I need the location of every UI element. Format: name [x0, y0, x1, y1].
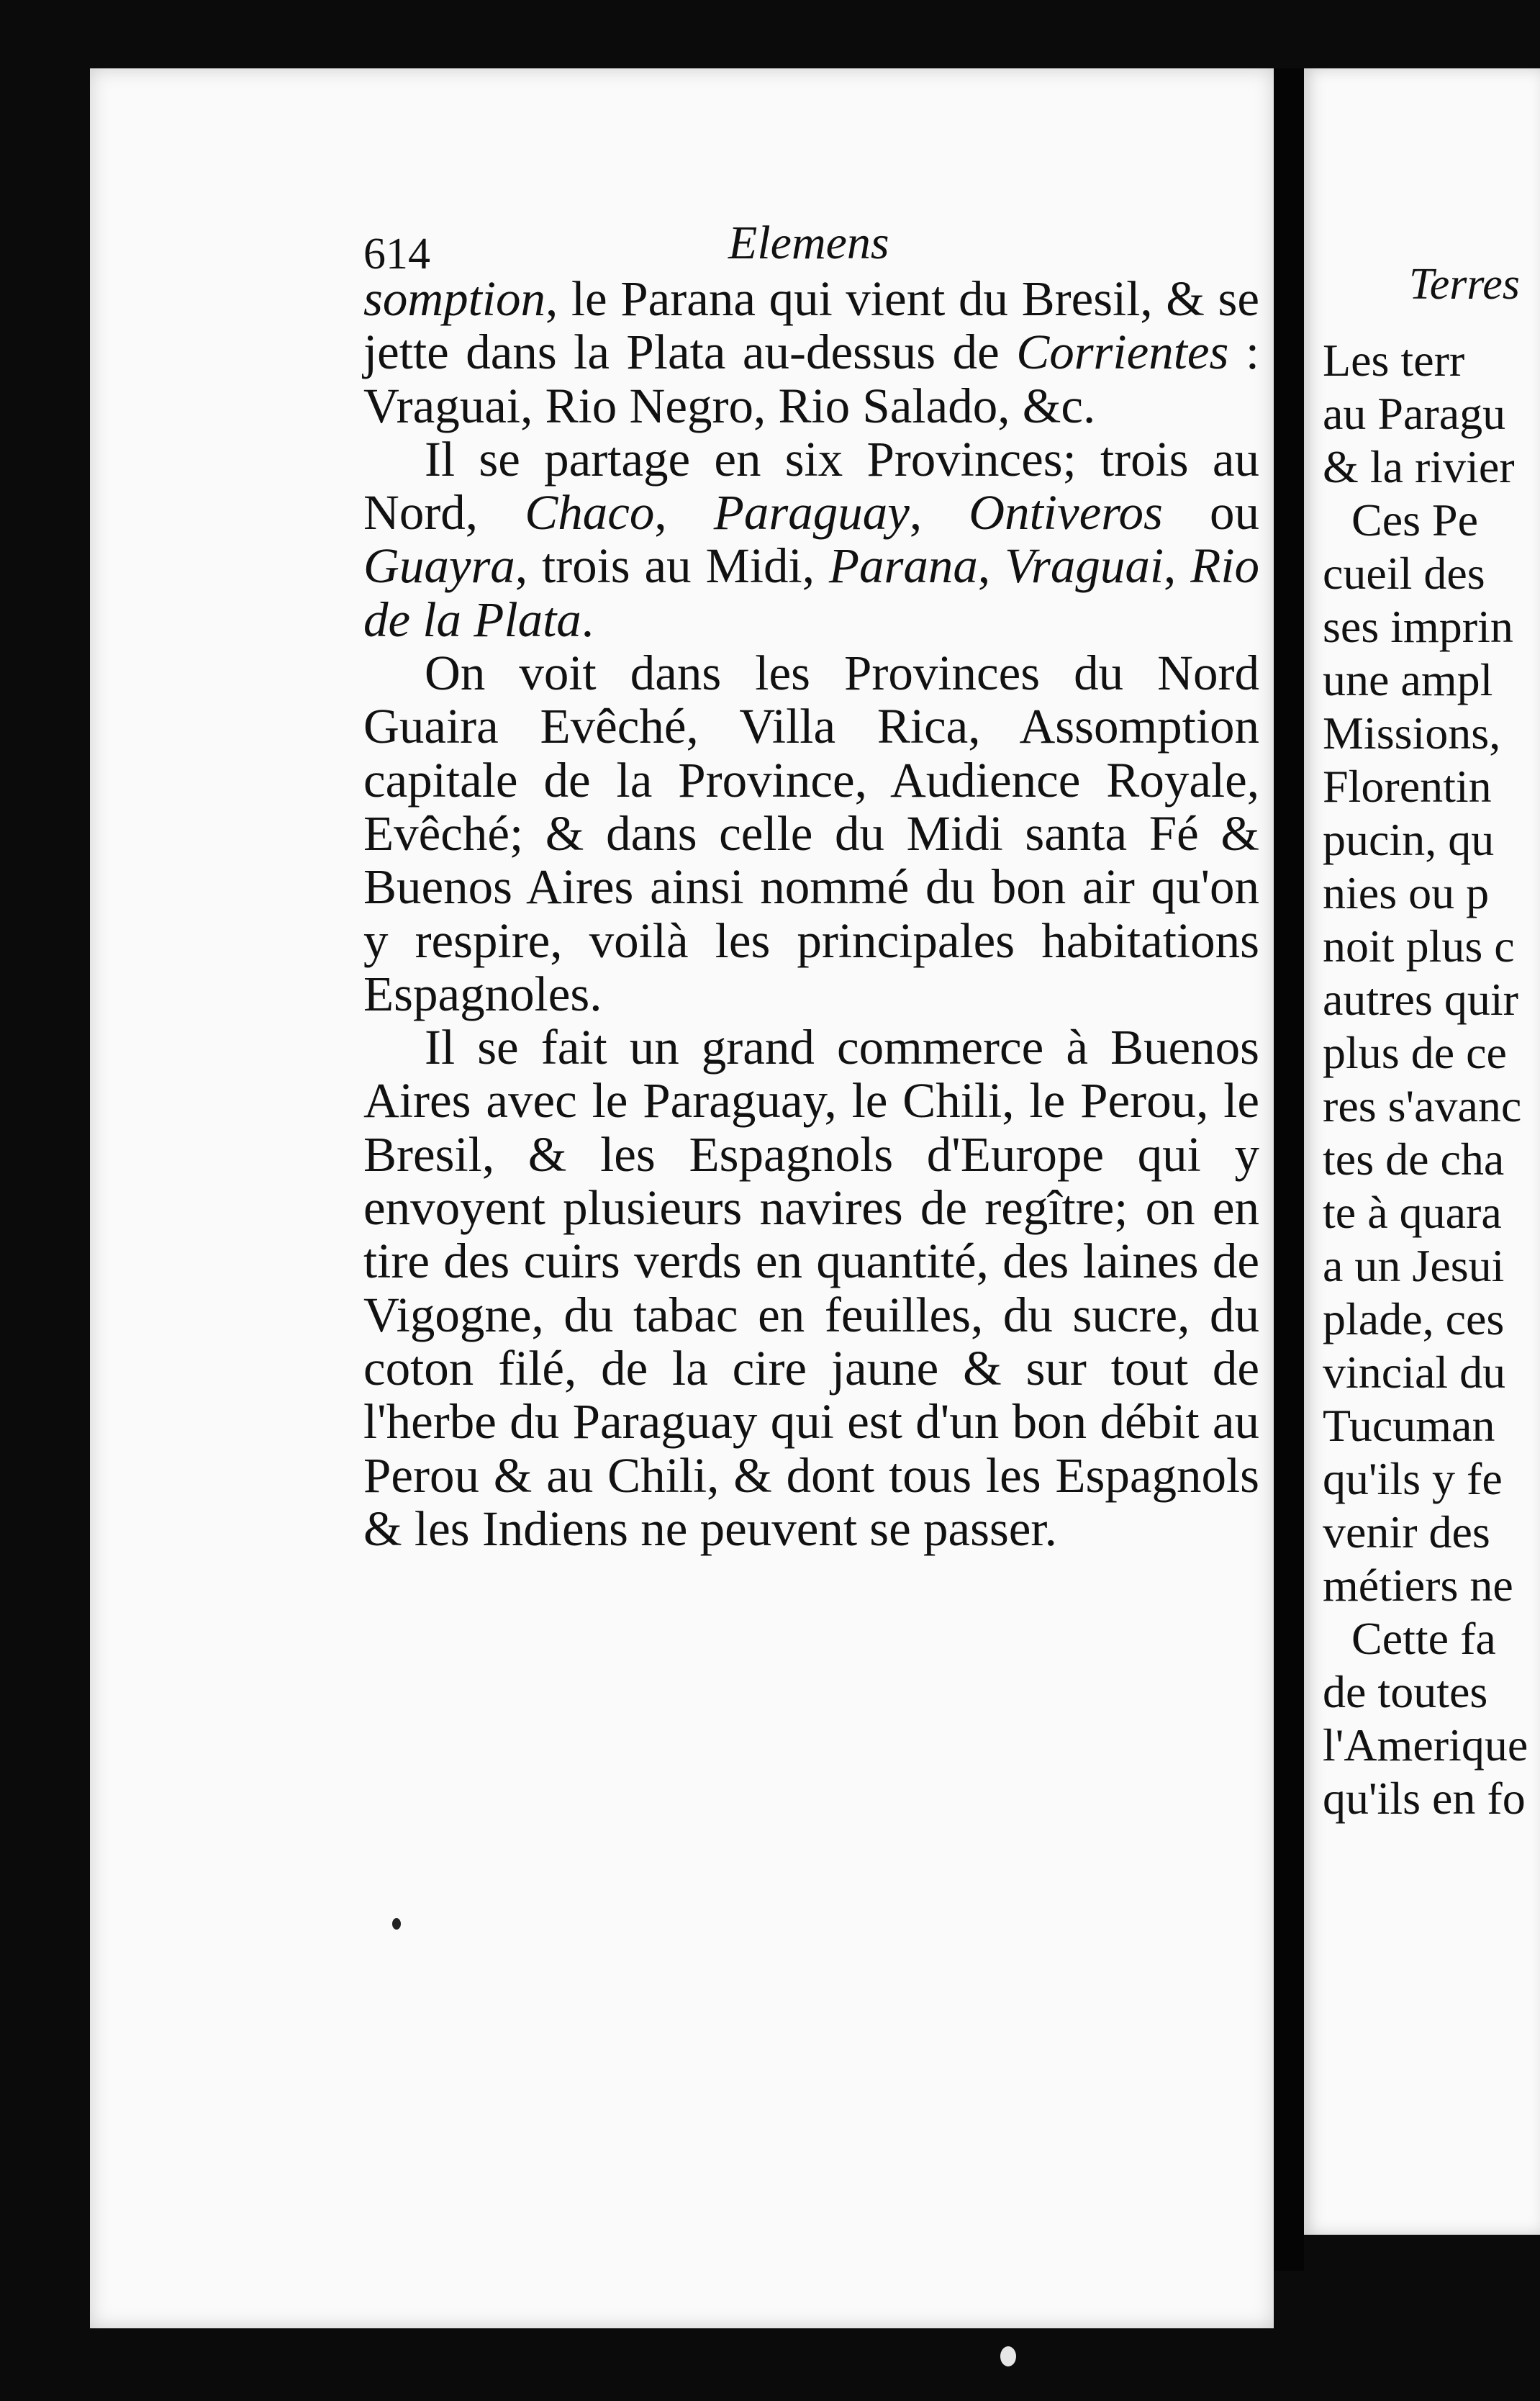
right-line: une ampl	[1323, 654, 1493, 705]
book-gutter	[1274, 68, 1304, 2271]
right-lines	[1323, 334, 1540, 1825]
right-line: a un Jesui	[1323, 1240, 1505, 1291]
p2-ou: ou	[1162, 485, 1259, 541]
right-line: noit plus c	[1323, 921, 1515, 972]
right-line: métiers ne	[1323, 1560, 1513, 1611]
right-line: nies ou p	[1323, 867, 1490, 918]
p2-paraguay: Paraguay	[713, 485, 910, 541]
right-line: plus de ce	[1323, 1027, 1507, 1078]
p2-sep-1: ,	[654, 485, 714, 541]
right-line: Florentin	[1323, 761, 1492, 812]
right-line: Les terr	[1323, 335, 1465, 386]
right-line: au Paragu	[1323, 388, 1506, 439]
p1-italic-corrientes: Corrientes	[1016, 325, 1229, 380]
right-line: venir des	[1323, 1506, 1490, 1557]
right-line: te à quara	[1323, 1187, 1502, 1238]
p1-text-a: , le Parana qui vient du Bresil, & se jette dans la Plata au-dessus de	[363, 271, 1259, 380]
right-line: pucin, qu	[1323, 814, 1495, 865]
paragraph-4: Il se fait un grand commerce à Buenos Aires avec le Paraguay, le Chili, le Perou, le Bresil, & les Espagnols d'Europe qui y envoyent plusieurs navires de regître; on en tire des cuirs verds en quantité, des laines de Vigogne, du tabac en feuilles, du sucre, du coton filé, de la cire jaune & sur tout de l'herbe du Paraguay qui est d'un bon débit au Perou & au Chili, & dont tous les Espagnols & les Indiens ne peuvent se passer.	[363, 1020, 1259, 1556]
p2-ontiveros: Ontiveros	[969, 485, 1163, 541]
paragraph-2	[363, 433, 1259, 646]
running-head: Elemens	[728, 217, 889, 269]
p2-guayra: Guayra	[363, 538, 515, 594]
right-line: qu'ils en fo	[1323, 1773, 1526, 1824]
p2-text-b: , trois au Midi,	[515, 538, 829, 594]
p2-end: .	[581, 592, 594, 647]
right-line: qu'ils y fe	[1323, 1453, 1503, 1504]
paragraph-1	[363, 272, 1259, 433]
right-line: de toutes	[1323, 1666, 1488, 1717]
right-line: l'Amerique	[1323, 1719, 1528, 1771]
p2-sep-4: ,	[1164, 538, 1191, 594]
right-line: ses imprin	[1323, 601, 1513, 652]
page-number: 614	[363, 230, 430, 279]
p2-sep-3: ,	[977, 538, 1005, 594]
right-line: Tucuman	[1323, 1400, 1495, 1451]
right-line: autres quir	[1323, 974, 1518, 1025]
scan-artifact	[1000, 2346, 1016, 2366]
right-line: plade, ces	[1323, 1293, 1505, 1344]
p2-sep-2: ,	[909, 485, 969, 541]
ink-mark	[392, 1918, 401, 1930]
p2-parana: Parana	[828, 538, 978, 594]
right-page-text	[1323, 258, 1540, 1825]
right-line: tes de cha	[1323, 1134, 1505, 1185]
p2-vraguai: Vraguai	[1004, 538, 1164, 594]
right-running-head: Terres	[1409, 260, 1520, 309]
p1-text-b: : Vraguai, Rio Negro, Rio Salado, &c.	[363, 325, 1259, 433]
right-line: res s'avanc	[1323, 1080, 1522, 1131]
right-line: Missions,	[1323, 707, 1501, 759]
right-line: & la rivier	[1323, 441, 1515, 492]
right-line: cueil des	[1323, 548, 1485, 599]
right-line: vincial du	[1323, 1347, 1506, 1398]
right-line: Cette fa	[1351, 1613, 1496, 1664]
p1-italic-somption: somption	[363, 271, 546, 326]
p2-chaco: Chaco	[525, 485, 655, 541]
left-page-body	[363, 272, 1259, 1555]
paragraph-3: On voit dans les Provinces du Nord Guaira Evêché, Villa Rica, Assomption capitale de la Province, Audience Royale, Evêché; & dans celle du Midi santa Fé & Buenos Aires ainsi nommé du bon air qu'on y respire, voilà les principales habitations Espagnoles.	[363, 646, 1259, 1021]
p2-rio-de-la-plata: Rio de la Plata	[363, 538, 1260, 647]
right-line: Ces Pe	[1351, 494, 1478, 546]
p2-text-a: Il se partage en six Provinces; trois au Nord,	[363, 431, 1259, 541]
